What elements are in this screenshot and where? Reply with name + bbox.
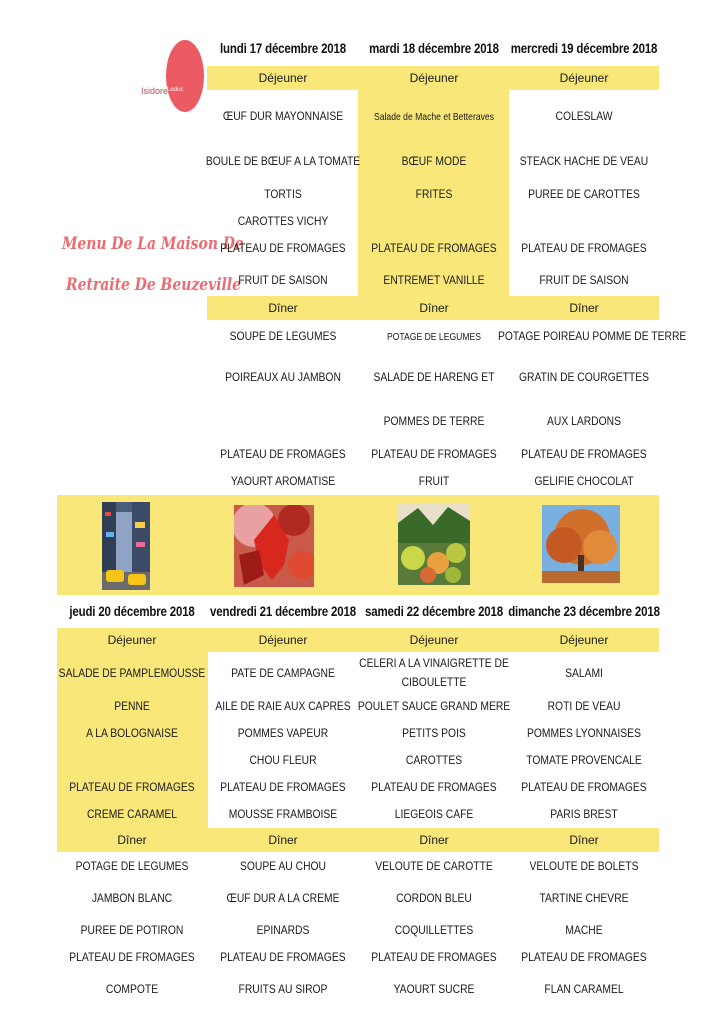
menu-item: JAMBON BLANC	[91, 891, 173, 905]
menu-item: PLATEAU DE FROMAGES	[69, 780, 195, 794]
menu-item: STEACK HACHE DE VEAU	[519, 154, 649, 168]
day-date: samedi 22 décembre 2018	[365, 603, 503, 619]
menu-item: PLATEAU DE FROMAGES	[371, 447, 497, 461]
menu-item: POIREAUX AU JAMBON	[225, 370, 341, 384]
menu-item: PLATEAU DE FROMAGES	[521, 447, 647, 461]
dejeuner-label: Déjeuner	[409, 71, 459, 85]
menu-title-line2: Retraite De Beuzeville	[66, 275, 241, 295]
red-autumn-leaves-photo	[234, 505, 314, 587]
menu-item: CAROTTES	[405, 753, 463, 767]
menu-item: YAOURT SUCRE	[393, 982, 475, 996]
menu-item: GRATIN DE COURGETTES	[519, 370, 649, 384]
menu-item: CORDON BLEU	[396, 891, 472, 905]
menu-item: YAOURT AROMATISE	[230, 474, 336, 488]
day-date: mardi 18 décembre 2018	[369, 40, 499, 56]
day-date: dimanche 23 décembre 2018	[508, 603, 660, 619]
menu-item: AILE DE RAIE AUX CAPRES	[215, 699, 351, 713]
menu-item: LIEGEOIS CAFE	[394, 807, 474, 821]
menu-item: CIBOULETTE	[401, 675, 467, 689]
day-date: jeudi 20 décembre 2018	[69, 603, 195, 619]
menu-item: FRUITS AU SIROP	[238, 982, 328, 996]
menu-item: TOMATE PROVENCALE	[526, 753, 642, 767]
menu-item: CREME CARAMEL	[86, 807, 178, 821]
city-street-photo	[102, 502, 150, 590]
menu-item: POTAGE DE LEGUMES	[75, 859, 189, 873]
day-date: vendredi 21 décembre 2018	[210, 603, 356, 619]
menu-item: SOUPE DE LEGUMES	[229, 329, 337, 343]
menu-item: AUX LARDONS	[547, 414, 621, 428]
fruits-basket-photo	[398, 503, 470, 585]
menu-item: SALADE DE PAMPLEMOUSSE	[58, 666, 206, 680]
diner-label: Dîner	[569, 301, 599, 315]
logo-circle	[166, 40, 204, 112]
dejeuner-label: Déjeuner	[258, 71, 308, 85]
menu-item: PLATEAU DE FROMAGES	[521, 241, 647, 255]
menu-item: EPINARDS	[256, 923, 310, 937]
menu-item: PLATEAU DE FROMAGES	[220, 780, 346, 794]
menu-item: SALAMI	[565, 666, 603, 680]
menu-item: POULET SAUCE GRAND MERE	[357, 699, 511, 713]
menu-item: ROTI DE VEAU	[547, 699, 621, 713]
menu-item: VELOUTE DE CAROTTE	[375, 859, 493, 873]
menu-item: ŒUF DUR A LA CREME	[226, 891, 340, 905]
menu-item: TARTINE CHEVRE	[539, 891, 629, 905]
diner-label: Dîner	[117, 833, 147, 847]
menu-item: POMMES VAPEUR	[237, 726, 329, 740]
day-date: lundi 17 décembre 2018	[220, 40, 346, 56]
menu-item: CELERI A LA VINAIGRETTE DE	[359, 656, 509, 670]
menu-item: PLATEAU DE FROMAGES	[521, 950, 647, 964]
diner-label: Dîner	[419, 301, 449, 315]
menu-item: PLATEAU DE FROMAGES	[220, 950, 346, 964]
menu-item: POMMES DE TERRE	[383, 414, 485, 428]
dejeuner-label: Déjeuner	[409, 633, 459, 647]
menu-item: PLATEAU DE FROMAGES	[371, 950, 497, 964]
menu-item: PETITS POIS	[402, 726, 466, 740]
menu-item: FRUIT	[418, 474, 450, 488]
menu-title-line1: Menu De La Maison De	[62, 234, 244, 254]
menu-item: A LA BOLOGNAISE	[86, 726, 178, 740]
logo-subtext: Leduc	[167, 87, 184, 93]
menu-item: MACHE	[565, 923, 603, 937]
menu-item: MOUSSE FRAMBOISE	[228, 807, 338, 821]
diner-label: Dîner	[419, 833, 449, 847]
dejeuner-label: Déjeuner	[107, 633, 157, 647]
menu-item: FRUIT DE SAISON	[238, 273, 328, 287]
menu-item: PUREE DE POTIRON	[80, 923, 184, 937]
menu-item: PENNE	[114, 699, 150, 713]
dejeuner-label: Déjeuner	[258, 633, 308, 647]
menu-item: PLATEAU DE FROMAGES	[371, 780, 497, 794]
menu-item: FRUIT DE SAISON	[539, 273, 629, 287]
dejeuner-label: Déjeuner	[559, 633, 609, 647]
menu-item: FRITES	[415, 187, 453, 201]
menu-item: BŒUF MODE	[401, 154, 467, 168]
menu-item: ENTREMET VANILLE	[383, 273, 485, 287]
dejeuner-label: Déjeuner	[559, 71, 609, 85]
menu-item: COMPOTE	[105, 982, 159, 996]
menu-item: PLATEAU DE FROMAGES	[521, 780, 647, 794]
menu-item: BOULE DE BŒUF A LA TOMATE	[205, 154, 361, 168]
menu-item: SOUPE AU CHOU	[239, 859, 327, 873]
menu-item: Salade de Mache et Betteraves	[374, 112, 494, 123]
menu-item: PLATEAU DE FROMAGES	[371, 241, 497, 255]
menu-item: PLATEAU DE FROMAGES	[220, 447, 346, 461]
menu-item: PLATEAU DE FROMAGES	[69, 950, 195, 964]
menu-item: SALADE DE HARENG ET	[373, 370, 495, 384]
day-date: mercredi 19 décembre 2018	[510, 40, 658, 56]
menu-item: COQUILLETTES	[394, 923, 474, 937]
menu-item: COLESLAW	[555, 109, 613, 123]
menu-item: VELOUTE DE BOLETS	[529, 859, 639, 873]
menu-item: FLAN CARAMEL	[544, 982, 624, 996]
diner-label: Dîner	[268, 833, 298, 847]
menu-item: POMMES LYONNAISES	[527, 726, 641, 740]
menu-item: PATE DE CAMPAGNE	[231, 666, 335, 680]
menu-item: PLATEAU DE FROMAGES	[220, 241, 346, 255]
menu-item: POTAGE POIREAU POMME DE TERRE	[498, 329, 687, 343]
menu-item: GELIFIE CHOCOLAT	[534, 474, 634, 488]
diner-label: Dîner	[268, 301, 298, 315]
menu-item: PARIS BREST	[550, 807, 618, 821]
diner-label: Dîner	[569, 833, 599, 847]
autumn-tree-photo	[542, 505, 620, 583]
menu-item: CAROTTES VICHY	[237, 214, 329, 228]
menu-item: PUREE DE CAROTTES	[528, 187, 640, 201]
menu-item: CHOU FLEUR	[249, 753, 317, 767]
menu-item: POTAGE DE LEGUMES	[386, 332, 481, 343]
menu-item: TORTIS	[264, 187, 302, 201]
logo-text: Isidore	[141, 86, 169, 96]
menu-item: ŒUF DUR MAYONNAISE	[222, 109, 344, 123]
